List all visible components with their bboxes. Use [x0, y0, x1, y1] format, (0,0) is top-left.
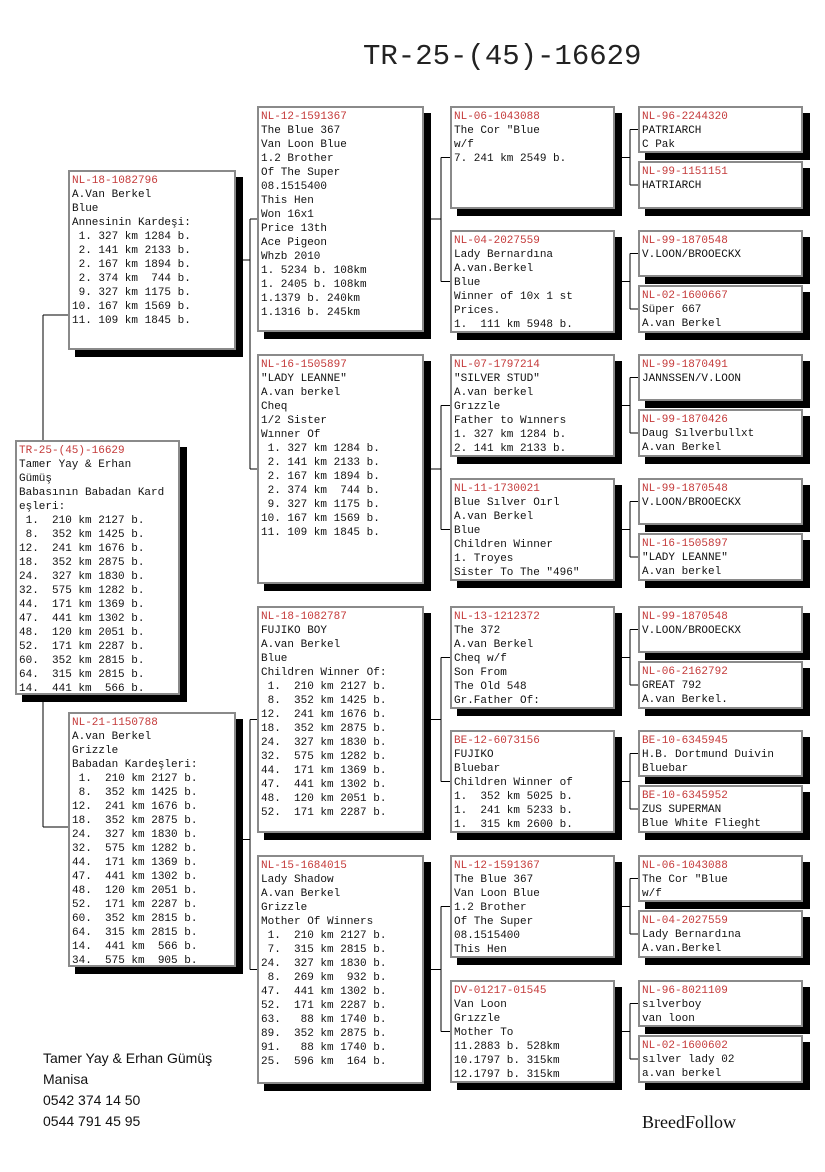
pigeon-info-line: FUJIKO [454, 749, 494, 761]
pigeon-info-line: Lady Bernardına [642, 929, 742, 941]
pigeon-info-line: Annesinin Kardeşi: [72, 217, 191, 229]
pigeon-card-g5-7 [638, 533, 803, 581]
pigeon-info-line: Whzb 2010 [261, 251, 321, 263]
pigeon-info-line: a.van berkel [642, 1068, 722, 1080]
pigeon-info-line: 08.1515400 [454, 930, 521, 942]
pigeon-info-line: Van Loon Blue [261, 139, 347, 151]
pigeon-info-line: 11. 109 km 1845 b. [72, 315, 191, 327]
pigeon-info-line: H.B. Dortmund Duivin [642, 749, 775, 761]
pigeon-info-line: 52. 171 km 2287 b. [261, 807, 387, 819]
pigeon-info-line: Children Winner of [454, 777, 573, 789]
pigeon-card-dam-sire [257, 606, 424, 833]
pigeon-card-g5-8 [638, 606, 803, 653]
pigeon-info-line: 48. 120 km 2051 b. [261, 793, 387, 805]
pigeon-info-line: 63. 88 km 1740 b. [261, 1014, 387, 1026]
pigeon-card-sire-dam [257, 354, 424, 584]
pigeon-info-line: 2. 374 km 744 b. [72, 273, 191, 285]
pigeon-info-line: 18. 352 km 2875 b. [19, 557, 145, 569]
ring-number: NL-99-1870491 [642, 359, 728, 371]
pigeon-info-line: 2. 141 km 2133 b. [454, 443, 567, 455]
pigeon-card-g4-3 [450, 478, 615, 581]
pigeon-info-line: Children Winner [454, 539, 554, 551]
ring-number: BE-12-6073156 [454, 735, 540, 747]
pigeon-info-line: This Hen [454, 944, 507, 956]
pigeon-info-line: ZUS SUPERMAN [642, 804, 722, 816]
pigeon-info-line: Cheq [261, 401, 288, 413]
pigeon-info-line: A.van berkel [642, 566, 722, 578]
pigeon-info-line: van loon [642, 1013, 695, 1025]
ring-number: NL-99-1870548 [642, 483, 728, 495]
pigeon-info-line: Blue Sılver Oırl [454, 497, 560, 509]
ring-number: NL-96-2244320 [642, 111, 728, 123]
pigeon-info-line: sılverboy [642, 999, 702, 1011]
pigeon-info-line: 64. 315 km 2815 b. [19, 669, 145, 681]
pigeon-info-line: Babasının Babadan Kard [19, 487, 165, 499]
pigeon-info-line: The Old 548 [454, 681, 527, 693]
pigeon-info-line: A.van Berkel. [642, 694, 728, 706]
pigeon-info-line: Grızzle [454, 401, 501, 413]
pigeon-info-line: Of The Super [261, 167, 341, 179]
pigeon-info-line: Won 16x1 [261, 209, 314, 221]
pigeon-info-line: Van Loon Blue [454, 888, 540, 900]
pigeon-info-line: Prices. [454, 305, 501, 317]
pigeon-info-line: Children Winner Of: [261, 667, 387, 679]
pigeon-card-g5-12 [638, 855, 803, 902]
brand-logo-text: BreedFollow [642, 1112, 736, 1132]
pigeon-card-g5-2 [638, 230, 803, 277]
pigeon-info-line: 1. 327 km 1284 b. [72, 231, 191, 243]
pigeon-info-line: 1. 210 km 2127 b. [261, 681, 387, 693]
pigeon-info-line: 48. 120 km 2051 b. [19, 627, 145, 639]
pigeon-info-line: 1.1379 b. 240km [261, 293, 361, 305]
pigeon-info-line: 24. 327 km 1830 b. [261, 958, 387, 970]
pigeon-card-g4-5 [450, 730, 615, 833]
pigeon-info-line: Gümüş [19, 473, 53, 485]
pigeon-card-g5-13 [638, 910, 803, 958]
pigeon-info-line: 10. 167 km 1569 b. [261, 513, 380, 525]
pigeon-info-line: "LADY LEANNE" [261, 373, 347, 385]
pigeon-info-line: HATRIARCH [642, 180, 702, 192]
pigeon-info-line: 24. 327 km 1830 b. [261, 737, 387, 749]
pigeon-info-line: 12. 241 km 1676 b. [19, 543, 145, 555]
ring-number: NL-18-1082796 [72, 175, 158, 187]
ring-number: NL-13-1212372 [454, 611, 540, 623]
ring-number: NL-07-1797214 [454, 359, 540, 371]
ring-number: NL-06-2162792 [642, 666, 728, 678]
pigeon-info-line: 60. 352 km 2815 b. [19, 655, 145, 667]
pigeon-card-g5-6 [638, 478, 803, 525]
pigeon-info-line: A.van Berkel [261, 639, 341, 651]
pigeon-card-sire-sire [257, 106, 424, 332]
ring-number: NL-21-1150788 [72, 717, 158, 729]
pigeon-card-subject [15, 440, 180, 695]
pigeon-info-line: 52. 171 km 2287 b. [261, 1000, 387, 1012]
pigeon-info-line: C Pak [642, 139, 676, 151]
pigeon-info-line: 1. 210 km 2127 b. [72, 773, 198, 785]
ring-number: TR-25-(45)-16629 [19, 445, 125, 457]
pigeon-info-line: Blue [72, 203, 99, 215]
owner-name: Tamer Yay & Erhan Gümüş [43, 1050, 213, 1066]
pigeon-info-line: A.van.Berkel [642, 943, 722, 955]
pigeon-info-line: w/f [642, 888, 662, 900]
pigeon-info-line: 10. 167 km 1569 b. [72, 301, 191, 313]
ring-number: NL-11-1730021 [454, 483, 540, 495]
pigeon-info-line: 1.1316 b. 245km [261, 307, 361, 319]
pigeon-info-line: A.van Berkel [261, 888, 341, 900]
pigeon-card-g4-1 [450, 230, 615, 333]
pigeon-info-line: Winner of 10x 1 st [454, 291, 573, 303]
pigeon-card-g4-6 [450, 855, 615, 958]
pigeon-info-line: V.LOON/BROOECKX [642, 249, 742, 261]
owner-phone-2: 0544 791 45 95 [43, 1113, 141, 1129]
pigeon-info-line: Blue [454, 525, 481, 537]
pigeon-card-g5-0 [638, 106, 803, 153]
pigeon-info-line: V.LOON/BROOECKX [642, 625, 742, 637]
pigeon-info-line: Daug Sılverbullxt [642, 428, 755, 440]
pigeon-info-line: A.van.Berkel [454, 263, 534, 275]
pigeon-info-line: Price 13th [261, 223, 328, 235]
ring-number: NL-02-1600602 [642, 1040, 728, 1052]
ring-number: NL-99-1151151 [642, 166, 728, 178]
pigeon-info-line: 18. 352 km 2875 b. [72, 815, 198, 827]
pigeon-info-line: Blue [454, 277, 481, 289]
pigeon-info-line: Blue White Flieght [642, 818, 761, 830]
pigeon-info-line: Gr.Father Of: [454, 695, 540, 707]
ring-number: NL-16-1505897 [642, 538, 728, 550]
pigeon-info-line: Mother Of Winners [261, 916, 374, 928]
pigeon-info-line: 10.1797 b. 315km [454, 1055, 560, 1067]
pigeon-info-line: 44. 171 km 1369 b. [19, 599, 145, 611]
pigeon-info-line: 1/2 Sister [261, 415, 328, 427]
owner-city: Manisa [43, 1071, 89, 1087]
pigeon-info-line: 47. 441 km 1302 b. [72, 871, 198, 883]
pigeon-info-line: Cheq w/f [454, 653, 507, 665]
pigeon-info-line: A.van Berkel [454, 511, 534, 523]
pigeon-info-line: V.LOON/BROOECKX [642, 497, 742, 509]
pigeon-info-line: JANNSSEN/V.LOON [642, 373, 742, 385]
pigeon-card-g4-4 [450, 606, 615, 709]
pigeon-info-line: 8. 269 km 932 b. [261, 972, 387, 984]
pigeon-info-line: 7. 241 km 2549 b. [454, 153, 567, 165]
pigeon-card-g5-5 [638, 409, 803, 457]
pigeon-info-line: 2. 374 km 744 b. [261, 485, 380, 497]
pigeon-info-line: 32. 575 km 1282 b. [261, 751, 387, 763]
pigeon-info-line: "LADY LEANNE" [642, 552, 728, 564]
pigeon-card-g4-2 [450, 354, 615, 457]
ring-number: NL-06-1043088 [642, 860, 728, 872]
pigeon-card-g4-7 [450, 980, 615, 1083]
pigeon-info-line: 2. 141 km 2133 b. [261, 457, 380, 469]
ring-number: NL-12-1591367 [454, 860, 540, 872]
pigeon-info-line: Bluebar [454, 763, 501, 775]
pigeon-info-line: 32. 575 km 1282 b. [19, 585, 145, 597]
pigeon-info-line: 60. 352 km 2815 b. [72, 913, 198, 925]
pigeon-card-g5-11 [638, 785, 803, 833]
pigeon-info-line: A.van Berkel [72, 731, 152, 743]
pigeon-info-line: The Blue 367 [261, 125, 341, 137]
pigeon-card-dam-dam [257, 855, 424, 1084]
pigeon-info-line: "SILVER STUD" [454, 373, 540, 385]
owner-contact [43, 1048, 212, 1132]
ring-number: NL-99-1870426 [642, 414, 728, 426]
pigeon-info-line: 8. 352 km 1425 b. [261, 695, 387, 707]
pigeon-info-line: 11. 109 km 1845 b. [261, 527, 380, 539]
ring-number: NL-15-1684015 [261, 860, 347, 872]
pigeon-info-line: 1. 327 km 1284 b. [454, 429, 567, 441]
ring-number: NL-04-2027559 [642, 915, 728, 927]
pigeon-info-line: 12. 241 km 1676 b. [261, 709, 387, 721]
pigeon-info-line: Son From [454, 667, 507, 679]
pigeon-info-line: A.van Berkel [642, 442, 722, 454]
pigeon-info-line: Father to Wınners [454, 415, 567, 427]
pigeon-info-line: w/f [454, 139, 474, 151]
pigeon-info-line: 91. 88 km 1740 b. [261, 1042, 387, 1054]
pigeon-info-line: 47. 441 km 1302 b. [261, 779, 387, 791]
pigeon-card-sire [68, 170, 236, 350]
ring-number: NL-96-8021109 [642, 985, 728, 997]
pigeon-info-line: 52. 171 km 2287 b. [72, 899, 198, 911]
pigeon-info-line: 24. 327 km 1830 b. [19, 571, 145, 583]
pigeon-info-line: 1. 5234 b. 108km [261, 265, 367, 277]
pigeon-info-line: GREAT 792 [642, 680, 702, 692]
pigeon-card-g5-1 [638, 161, 803, 209]
ring-number: NL-02-1600667 [642, 290, 728, 302]
pigeon-info-line: 11.2883 b. 528km [454, 1041, 560, 1053]
pigeon-info-line: 48. 120 km 2051 b. [72, 885, 198, 897]
pigeon-info-line: Sister To The "496" [454, 567, 580, 579]
pigeon-card-g5-9 [638, 661, 803, 709]
pigeon-card-g5-3 [638, 285, 803, 333]
pigeon-info-line: 8. 352 km 1425 b. [19, 529, 145, 541]
pigeon-info-line: 52. 171 km 2287 b. [19, 641, 145, 653]
pigeon-info-line: A.van Berkel [642, 318, 722, 330]
ring-number: NL-18-1082787 [261, 611, 347, 623]
pigeon-info-line: 2. 167 km 1894 b. [261, 471, 380, 483]
ring-number: NL-99-1870548 [642, 611, 728, 623]
pigeon-info-line: Bluebar [642, 763, 689, 775]
pigeon-info-line: 44. 171 km 1369 b. [72, 857, 198, 869]
pigeon-card-g5-15 [638, 1035, 803, 1083]
pigeon-info-line: 1. 210 km 2127 b. [19, 515, 145, 527]
pigeon-info-line: 64. 315 km 2815 b. [72, 927, 198, 939]
pigeon-info-line: The Cor "Blue [642, 874, 728, 886]
pigeon-info-line: 7. 315 km 2815 b. [261, 944, 387, 956]
pigeon-info-line: 34. 575 km 905 b. [72, 955, 198, 967]
pigeon-info-line: 1. 2405 b. 108km [261, 279, 367, 291]
ring-number: DV-01217-01545 [454, 985, 547, 997]
pigeon-info-line: Süper 667 [642, 304, 702, 316]
pigeon-info-line: 1. 327 km 1284 b. [261, 443, 380, 455]
pigeon-info-line: 32. 575 km 1282 b. [72, 843, 198, 855]
pigeon-info-line: 89. 352 km 2875 b. [261, 1028, 387, 1040]
pigeon-info-line: Van Loon [454, 999, 507, 1011]
pigeon-info-line: Grızzle [454, 1013, 501, 1025]
pigeon-card-g5-14 [638, 980, 803, 1027]
pigeon-info-line: 47. 441 km 1302 b. [261, 986, 387, 998]
pigeon-info-line: eşleri: [19, 501, 66, 513]
ring-number: NL-16-1505897 [261, 359, 347, 371]
pigeon-info-line: Grizzle [72, 745, 119, 757]
pigeon-info-line: 1. 352 km 5025 b. [454, 791, 573, 803]
pigeon-info-line: sılver lady 02 [642, 1054, 735, 1066]
pigeon-info-line: 12.1797 b. 315km [454, 1069, 560, 1081]
pigeon-info-line: This Hen [261, 195, 314, 207]
pigeon-info-line: 47. 441 km 1302 b. [19, 613, 145, 625]
pigeon-info-line: 2. 167 km 1894 b. [72, 259, 191, 271]
pigeon-info-line: Lady Bernardına [454, 249, 554, 261]
pigeon-info-line: 12. 241 km 1676 b. [72, 801, 198, 813]
pigeon-info-line: Babadan Kardeşleri: [72, 759, 198, 771]
pigeon-info-line: 25. 596 km 164 b. [261, 1056, 387, 1068]
pigeon-info-line: A.Van Berkel [72, 189, 152, 201]
ring-number: NL-04-2027559 [454, 235, 540, 247]
pigeon-info-line: Wınner Of [261, 429, 321, 441]
pigeon-info-line: The Cor "Blue [454, 125, 540, 137]
ring-number: NL-12-1591367 [261, 111, 347, 123]
pigeon-info-line: 9. 327 km 1175 b. [72, 287, 191, 299]
pigeon-info-line: 08.1515400 [261, 181, 328, 193]
pigeon-info-line: 44. 171 km 1369 b. [261, 765, 387, 777]
pigeon-info-line: Ace Pigeon [261, 237, 328, 249]
pigeon-info-line: 1. 241 km 5233 b. [454, 805, 573, 817]
pigeon-info-line: 1.2 Brother [454, 902, 527, 914]
pigeon-info-line: 14. 441 km 566 b. [72, 941, 198, 953]
pigeon-info-line: Mother To [454, 1027, 514, 1039]
pigeon-info-line: 8. 352 km 1425 b. [72, 787, 198, 799]
pigeon-info-line: 24. 327 km 1830 b. [72, 829, 198, 841]
pigeon-card-g4-0 [450, 106, 615, 209]
pigeon-info-line: The 372 [454, 625, 501, 637]
pigeon-info-line: Blue [261, 653, 288, 665]
pigeon-info-line: 14. 441 km 566 b. [19, 683, 145, 695]
ring-number: NL-99-1870548 [642, 235, 728, 247]
pigeon-info-line: Tamer Yay & Erhan [19, 459, 132, 471]
owner-phone-1: 0542 374 14 50 [43, 1092, 141, 1108]
pigeon-info-line: A.van berkel [261, 387, 341, 399]
pigeon-info-line: A.van Berkel [454, 639, 534, 651]
ring-number: BE-10-6345945 [642, 735, 728, 747]
ring-number: NL-06-1043088 [454, 111, 540, 123]
ring-number: BE-10-6345952 [642, 790, 728, 802]
pigeon-info-line: The Blue 367 [454, 874, 534, 886]
pigeon-info-line: 1. 315 km 2600 b. [454, 819, 573, 831]
pigeon-info-line: 2. 141 km 2133 b. [72, 245, 191, 257]
pigeon-info-line: 1. Troyes [454, 553, 514, 565]
pigeon-info-line: 9. 327 km 1175 b. [261, 499, 380, 511]
pigeon-info-line: A.van berkel [454, 387, 534, 399]
pigeon-card-g5-10 [638, 730, 803, 777]
pigeon-card-dam [68, 712, 236, 967]
pigeon-info-line: Lady Shadow [261, 874, 334, 886]
pigeon-card-g5-4 [638, 354, 803, 401]
pedigree-title: TR-25-(45)-16629 [363, 40, 642, 73]
pigeon-info-line: PATRIARCH [642, 125, 702, 137]
pigeon-info-line: Grizzle [261, 902, 308, 914]
pigeon-info-line: 1. 210 km 2127 b. [261, 930, 387, 942]
pigeon-info-line: 1. 111 km 5948 b. [454, 319, 573, 331]
pigeon-info-line: 18. 352 km 2875 b. [261, 723, 387, 735]
pigeon-info-line: 1.2 Brother [261, 153, 334, 165]
pigeon-info-line: FUJIKO BOY [261, 625, 328, 637]
pigeon-info-line: Of The Super [454, 916, 534, 928]
